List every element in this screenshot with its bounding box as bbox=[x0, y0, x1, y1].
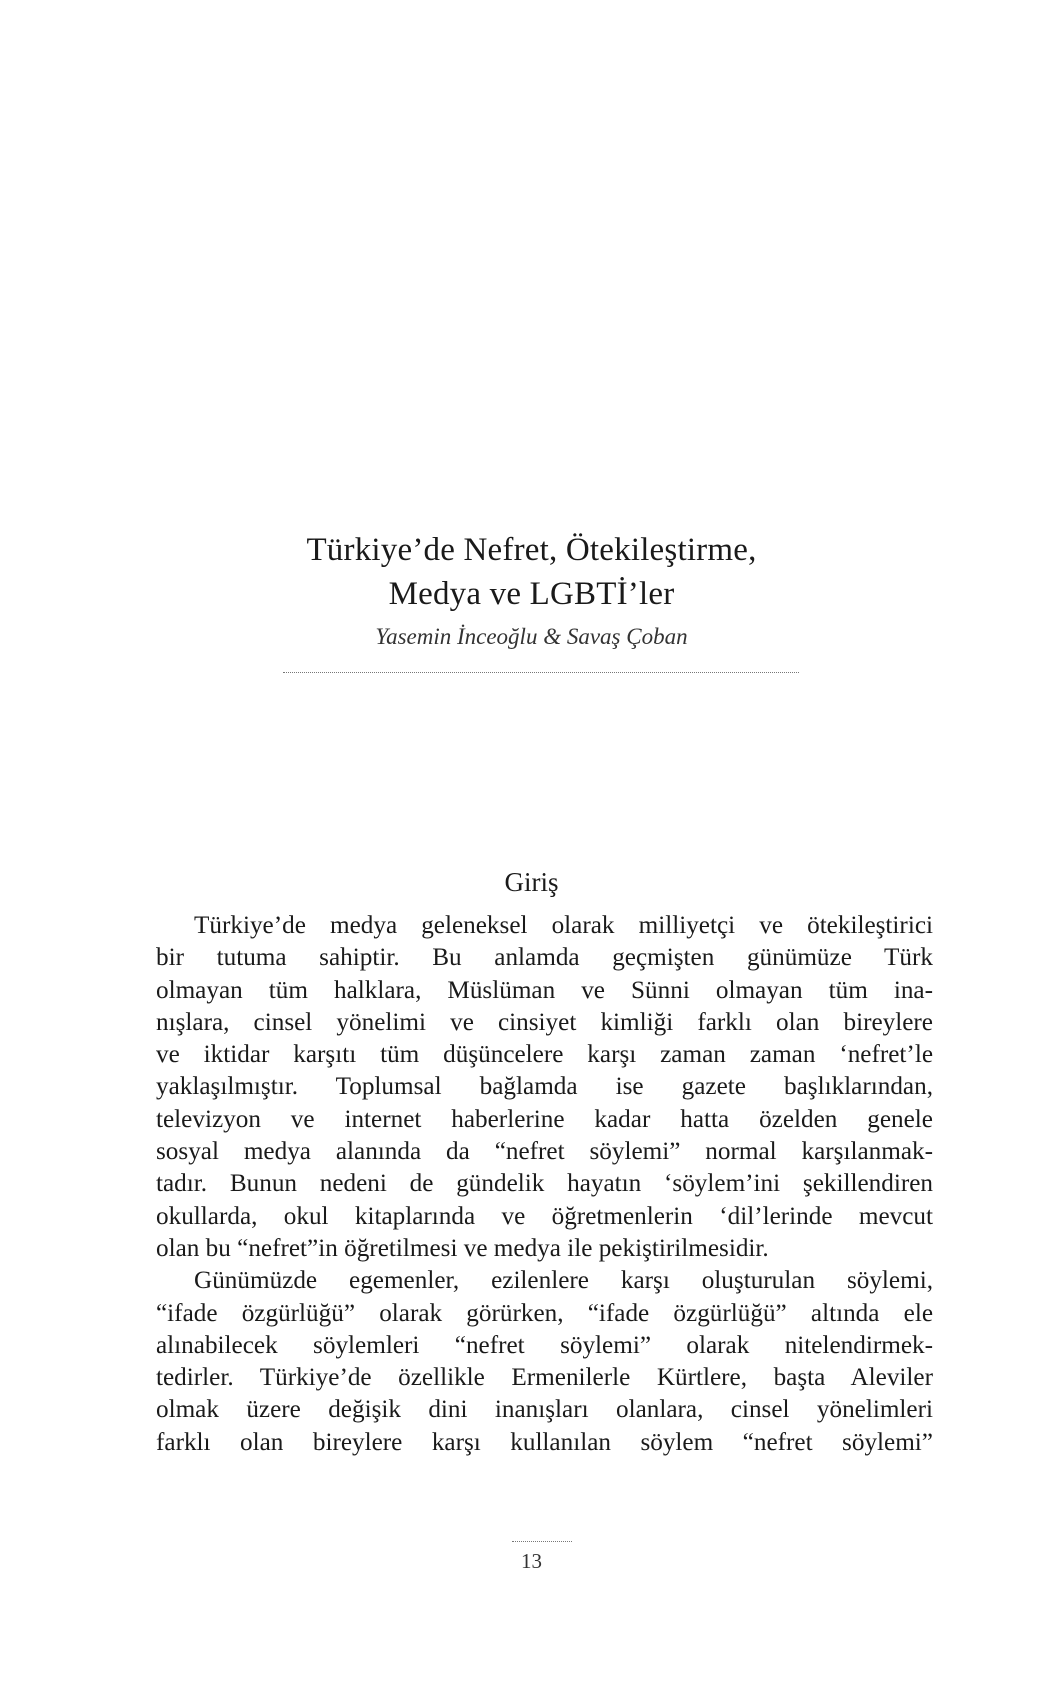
body-line: tedirler. Türkiye’de özellikle Ermenilerle Kürtlere, başta Aleviler bbox=[156, 1364, 933, 1392]
body-line: nışlara, cinsel yönelimi ve cinsiyet kimliği farklı olan bireylere bbox=[156, 1008, 933, 1036]
body-line: televizyon ve internet haberlerine kadar hatta özelden genele bbox=[156, 1105, 933, 1133]
chapter-title-block bbox=[0, 528, 1063, 652]
page-number: 13 bbox=[521, 1549, 542, 1573]
chapter-title-line-2: Medya ve LGBTİ’ler bbox=[388, 576, 675, 612]
body-line: Günümüzde egemenler, ezilenlere karşı oluşturulan söylemi, bbox=[194, 1267, 933, 1295]
body-line: alınabilecek söylemleri “nefret söylemi” olarak nitelendirmek- bbox=[156, 1331, 933, 1359]
body-line: tadır. Bunun nedeni de gündelik hayatın ‘söylem’ini şekillendiren bbox=[156, 1170, 933, 1198]
footer-divider bbox=[512, 1541, 572, 1542]
body-line: olmayan tüm halklara, Müslüman ve Sünni olmayan tüm ina- bbox=[156, 976, 933, 1004]
body-line: “ifade özgürlüğü” olarak görürken, “ifade özgürlüğü” altında ele bbox=[156, 1299, 933, 1327]
chapter-title-line-1: Türkiye’de Nefret, Ötekileştirme, bbox=[306, 532, 757, 568]
title-divider bbox=[283, 672, 799, 673]
body-line: yaklaşılmıştır. Toplumsal bağlamda ise gazete başlıklarından, bbox=[156, 1073, 933, 1101]
body-line: ve iktidar karşıtı tüm düşüncelere karşı zaman zaman ‘nefret’le bbox=[156, 1041, 933, 1069]
body-line: bir tutuma sahiptir. Bu anlamda geçmişten günümüze Türk bbox=[156, 944, 933, 972]
body-line: farklı olan bireylere karşı kullanılan söylem “nefret söylemi” bbox=[156, 1428, 933, 1456]
body-line: Türkiye’de medya geleneksel olarak milliyetçi ve ötekileştirici bbox=[194, 912, 933, 939]
body-line: sosyal medya alanında da “nefret söylemi” normal karşılanmak- bbox=[156, 1138, 933, 1166]
section-heading: Giriş bbox=[504, 867, 559, 897]
body-line: okullarda, okul kitaplarında ve öğretmenlerin ‘dil’lerinde mevcut bbox=[156, 1202, 933, 1230]
body-line: olan bu “nefret”in öğretilmesi ve medya ile pekiştirilmesidir. bbox=[156, 1234, 769, 1262]
chapter-authors: Yasemin İnceoğlu & Savaş Çoban bbox=[375, 624, 688, 649]
body-text bbox=[156, 910, 933, 1459]
body-line: olmak üzere değişik dini inanışları olanlara, cinsel yönelimleri bbox=[156, 1396, 933, 1424]
